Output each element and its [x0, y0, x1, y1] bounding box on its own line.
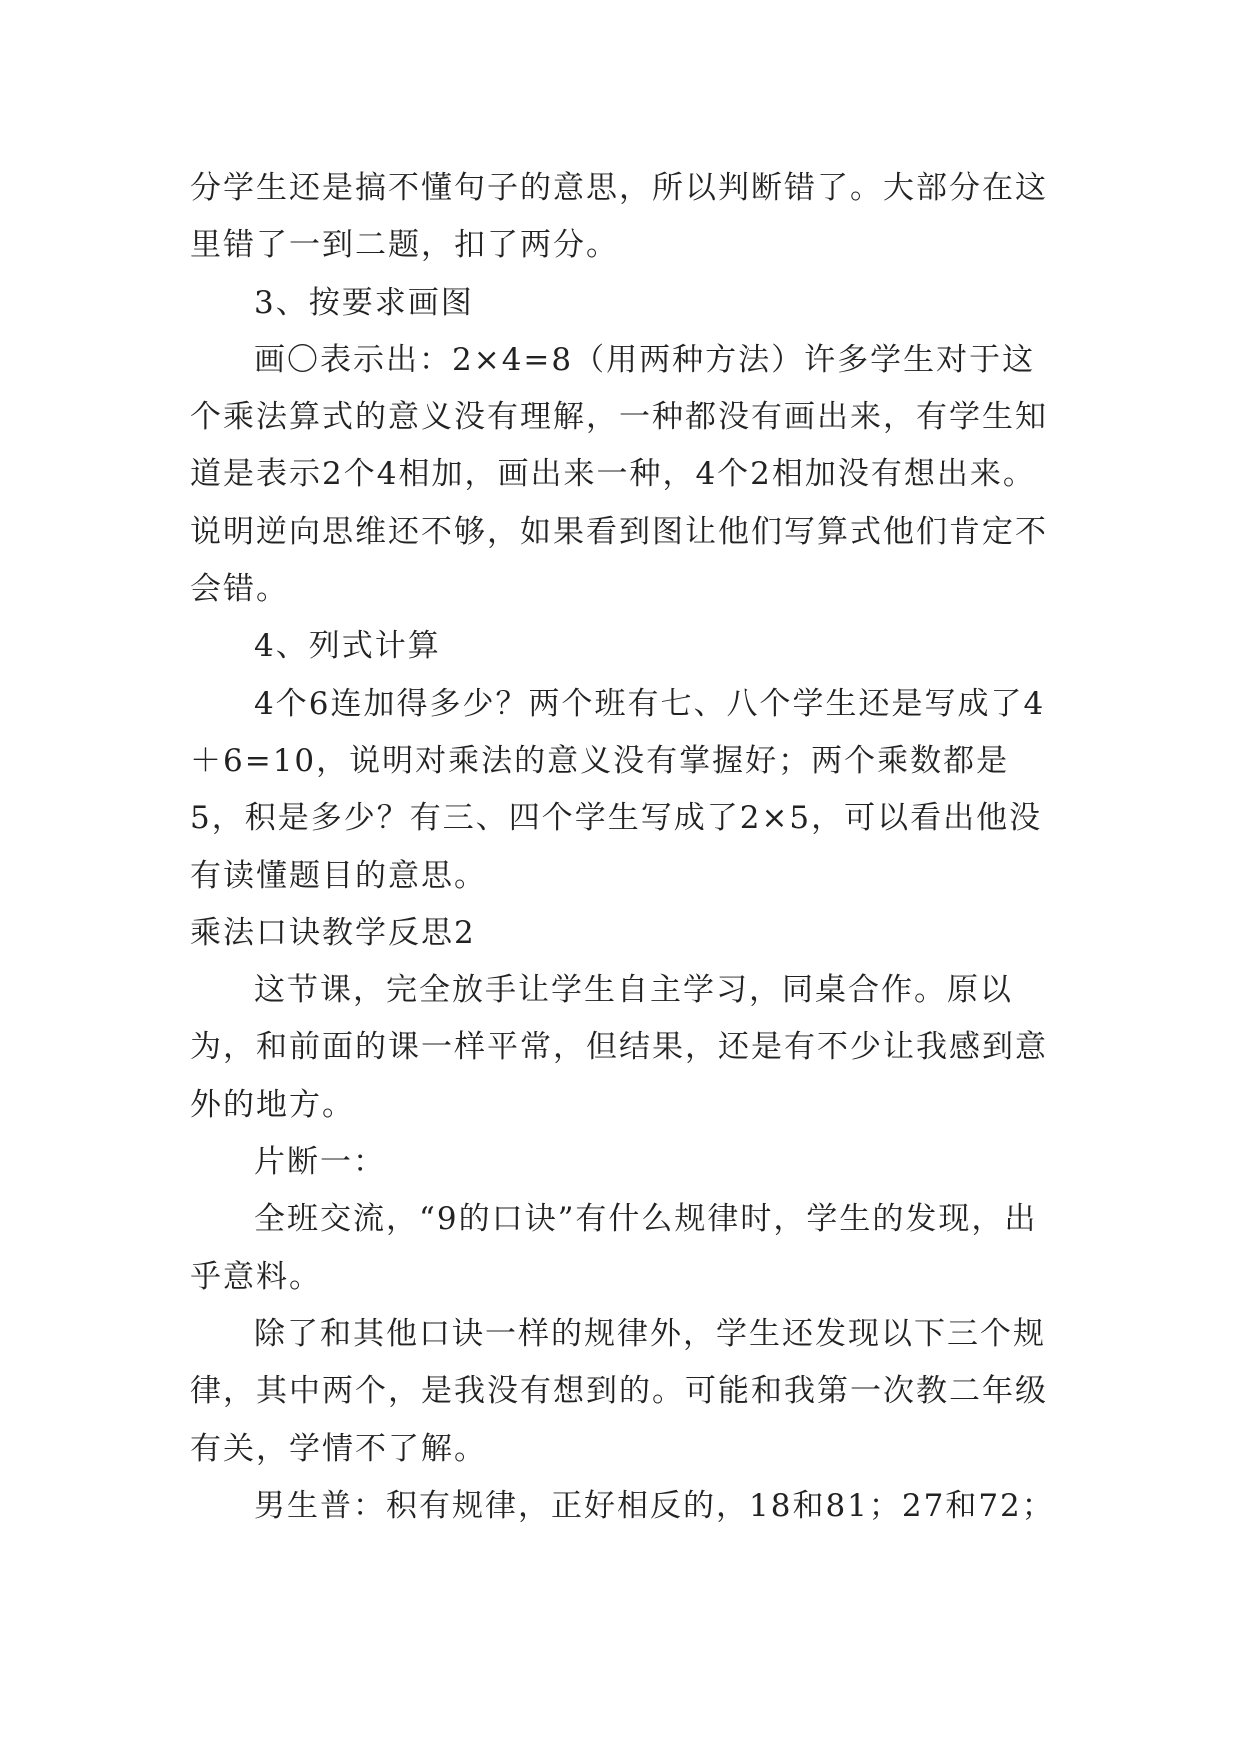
paragraph: 4个6连加得多少？两个班有七、八个学生还是写成了4＋6=10，说明对乘法的意义没有掌握好；两个乘数都是5，积是多少？有三、四个学生写成了2×5，可以看出他没有读懂题目的意思。	[190, 685, 1046, 894]
paragraph: 除了和其他口诀一样的规律外，学生还发现以下三个规律，其中两个，是我没有想到的。可能和我第一次教二年级有关，学情不了解。	[190, 1315, 1048, 1467]
section-heading-3: 3、按要求画图	[254, 284, 474, 321]
paragraph: 全班交流，“9的口诀”有什么规律时，学生的发现，出乎意料。	[190, 1201, 1038, 1295]
fragment-label: 片断一：	[254, 1144, 386, 1181]
paragraph: 画〇表示出：2×4=8（用两种方法）许多学生对于这个乘法算式的意义没有理解，一种都没有画出来，有学生知道是表示2个4相加，画出来一种，4个2相加没有想出来。说明逆向思维还不够，如果看到图让他们写算式他们肯定不会错。	[190, 341, 1048, 608]
document-body	[190, 160, 1060, 1535]
paragraph: 分学生还是搞不懂句子的意思，所以判断错了。大部分在这里错了一到二题，扣了两分。	[190, 170, 1048, 264]
article-title: 乘法口诀教学反思2	[190, 914, 476, 951]
paragraph: 男生普：积有规律，正好相反的，18和81；27和72；	[254, 1487, 1055, 1524]
section-heading-4: 4、列式计算	[254, 628, 441, 665]
paragraph: 这节课，完全放手让学生自主学习，同桌合作。原以为，和前面的课一样平常，但结果，还是有不少让我感到意外的地方。	[190, 972, 1048, 1123]
